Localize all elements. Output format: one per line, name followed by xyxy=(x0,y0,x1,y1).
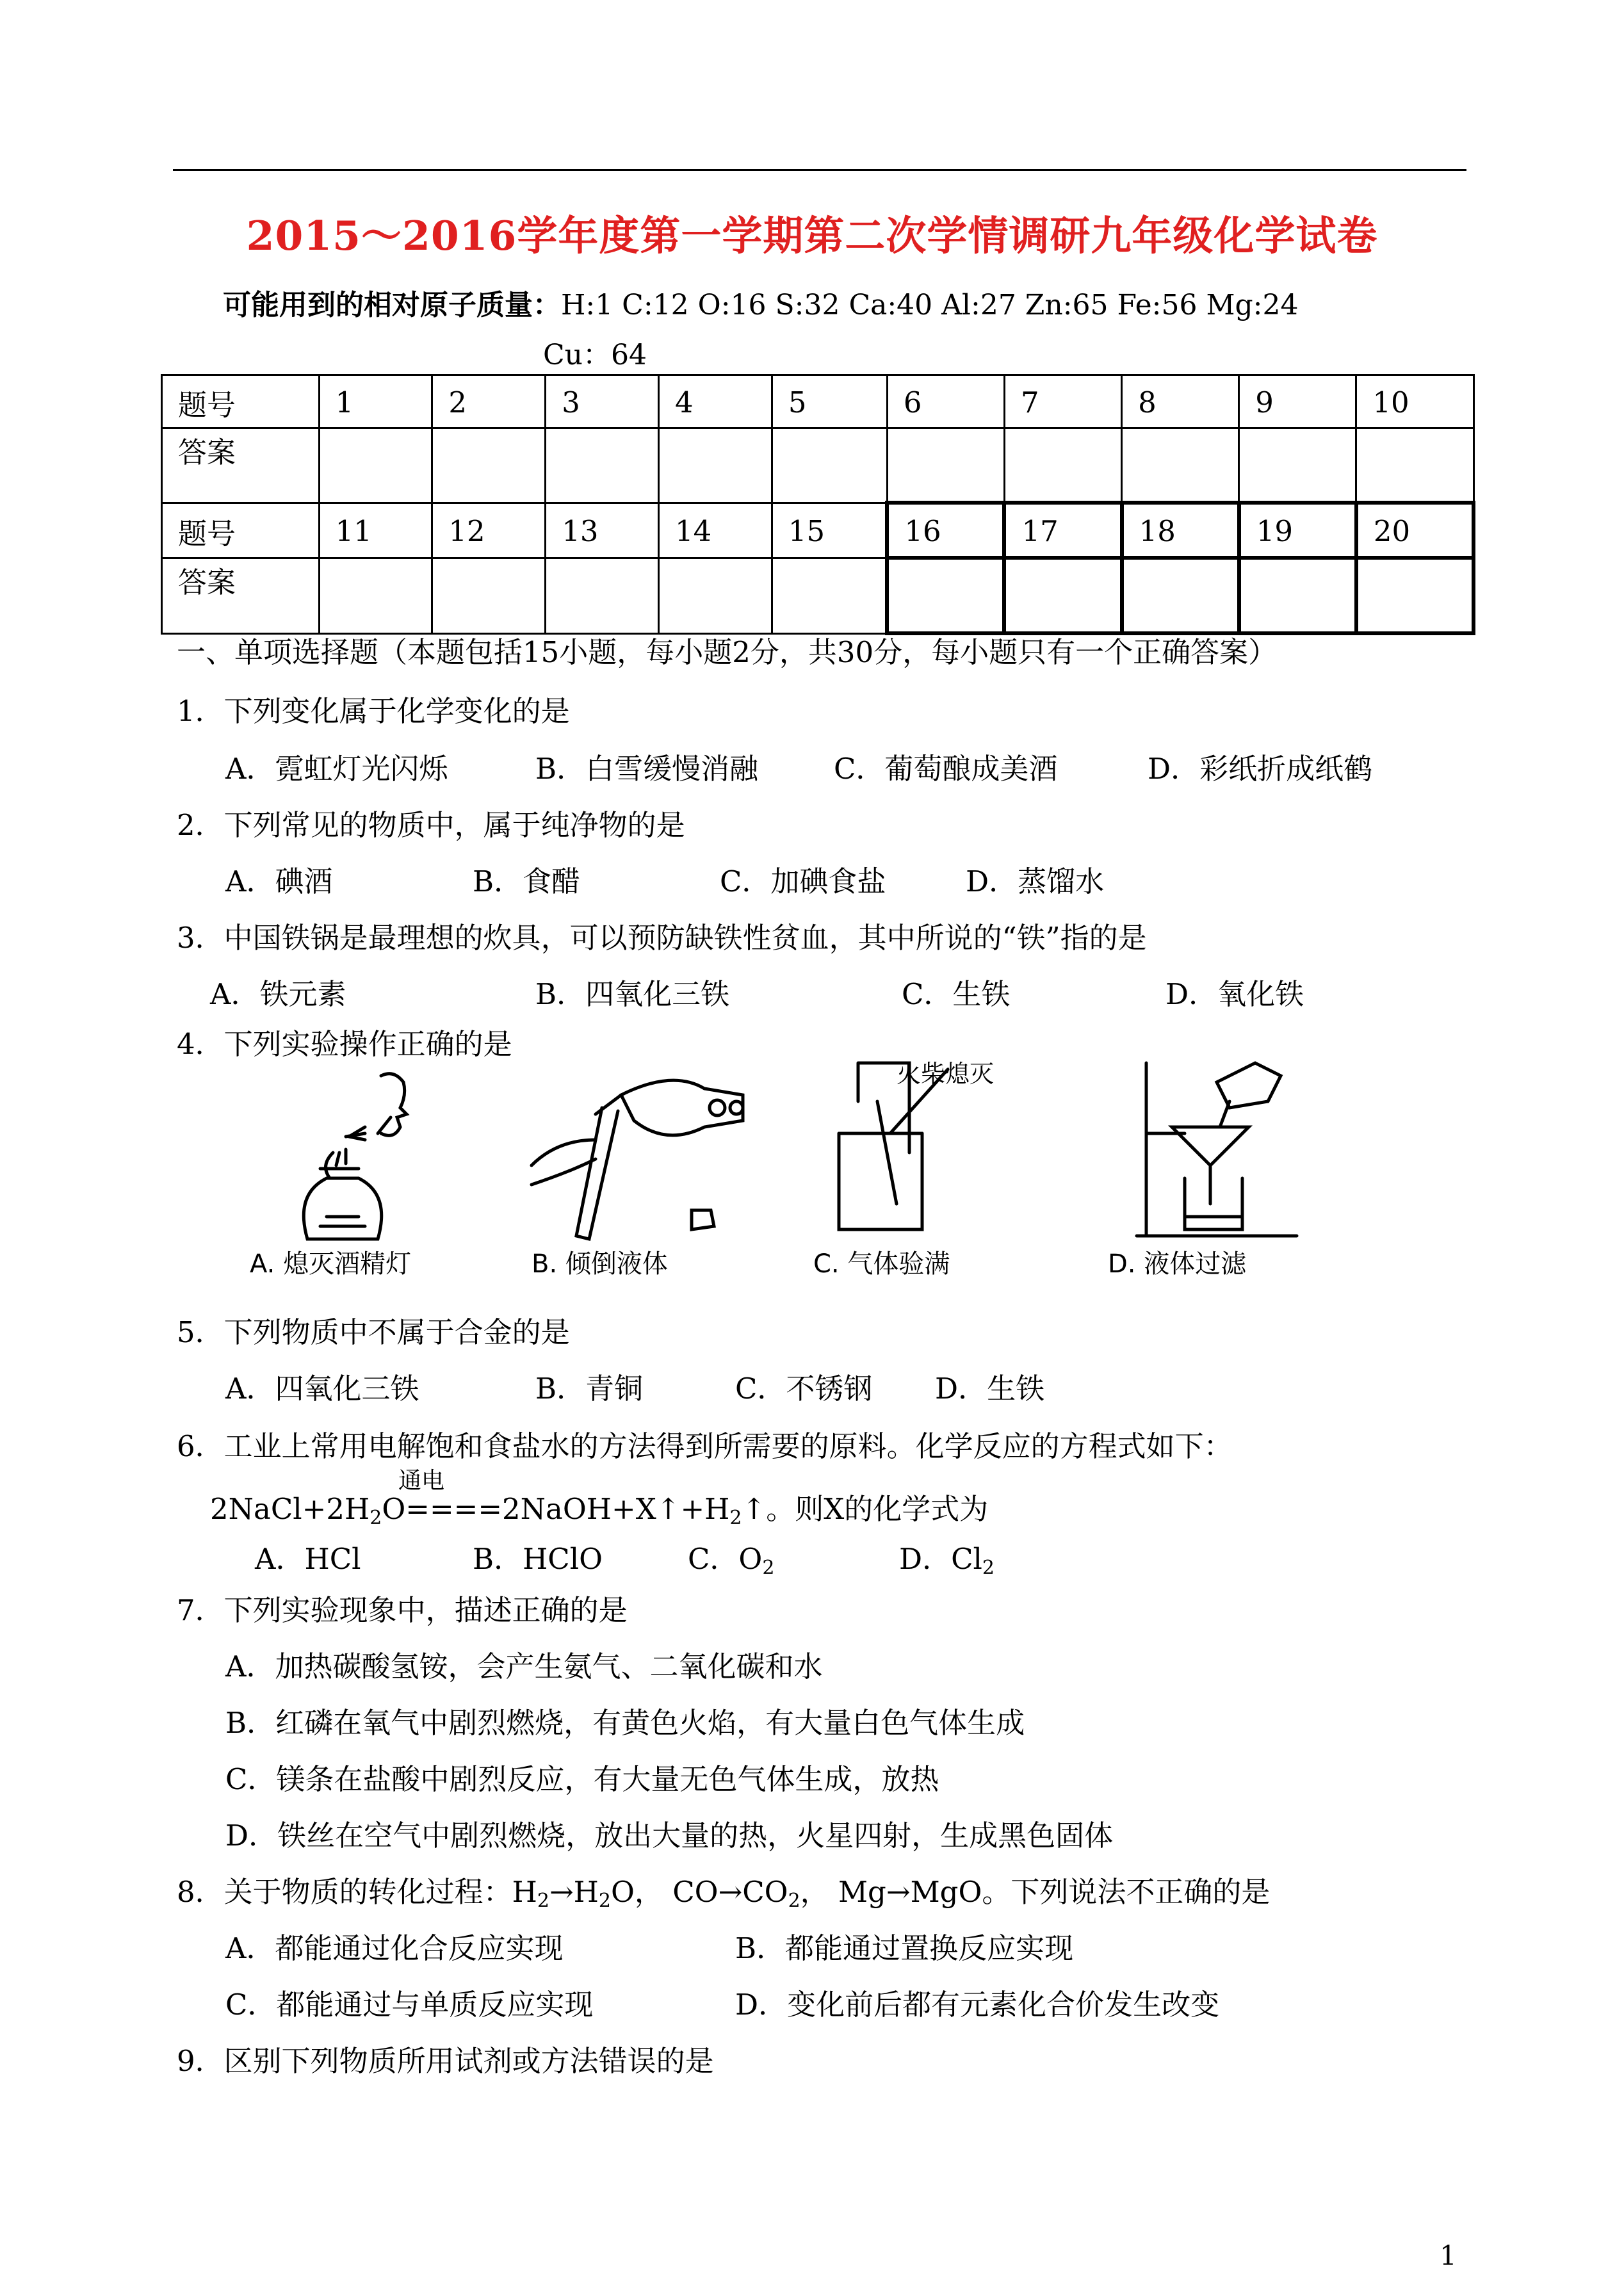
page-title: 2015～2016学年度第一学期第二次学情调研九年级化学试卷 xyxy=(246,212,1378,259)
question-1-option-a: A．霓虹灯光闪烁 xyxy=(225,752,448,786)
figure-d-filtration xyxy=(1108,1057,1345,1279)
question-8-option-a: A．都能通过化合反应实现 xyxy=(225,1931,564,1965)
question-6-equation: $2NaCl+2H_2O====2NaOH+X↑+H_2↑$。则X的化学式为 xyxy=(210,1492,989,1529)
answer-cell[interactable] xyxy=(887,428,1004,503)
figure-c-gas-test xyxy=(800,1057,1012,1279)
question-5-option-b: B．青铜 xyxy=(535,1372,644,1406)
question-number-cell: 15 xyxy=(772,503,887,558)
question-number-label: 题号 xyxy=(162,503,320,558)
q8-stem-part: ， Mg→MgO。下列说法不正确的是 xyxy=(800,1875,1271,1909)
atomic-masses-label: 可能用到的相对原子质量： xyxy=(223,289,561,321)
question-number-cell: 11 xyxy=(319,503,432,558)
question-number-cell: 3 xyxy=(546,375,659,428)
question-5-option-d: D．生铁 xyxy=(935,1372,1045,1406)
section-heading: 一、单项选择题（本题包括15小题，每小题2分，共30分，每小题只有一个正确答案） xyxy=(177,635,1278,669)
question-number-cell: 12 xyxy=(432,503,546,558)
question-1-option-c: C．葡萄酿成美酒 xyxy=(834,752,1058,786)
question-4-stem: 4．下列实验操作正确的是 xyxy=(177,1027,512,1061)
q8-stem-part: →H xyxy=(549,1875,599,1909)
figure-c-caption: C. 气体验满 xyxy=(813,1249,950,1279)
answer-cell[interactable] xyxy=(887,558,1004,633)
question-number-cell: 20 xyxy=(1356,503,1474,558)
question-5-option-c: C．不锈钢 xyxy=(735,1372,873,1406)
question-number-cell: 8 xyxy=(1122,375,1239,428)
question-number-cell: 6 xyxy=(887,375,1004,428)
q8-stem-part: O， CO→CO xyxy=(611,1875,788,1909)
atomic-masses xyxy=(223,282,1299,323)
question-number-cell: 9 xyxy=(1239,375,1356,428)
question-number-cell: 18 xyxy=(1122,503,1239,558)
figure-c-callout: 火柴熄灭 xyxy=(897,1060,995,1088)
question-number-cell: 4 xyxy=(659,375,772,428)
question-3-option-d: D．氧化铁 xyxy=(1165,977,1304,1011)
answer-cell[interactable] xyxy=(1239,558,1356,633)
question-5-option-a: A．四氧化三铁 xyxy=(225,1372,419,1406)
question-number-cell: 14 xyxy=(659,503,772,558)
question-6-option-d: D．$Cl_2$ xyxy=(899,1542,995,1579)
answer-cell[interactable] xyxy=(319,558,432,633)
question-number-cell: 5 xyxy=(772,375,887,428)
figure-a-caption: A. 熄灭酒精灯 xyxy=(250,1249,412,1279)
question-1-option-d: D．彩纸折成纸鹤 xyxy=(1148,752,1373,786)
atomic-masses-values: H:1 C:12 O:16 S:32 Ca:40 Al:27 Zn:65 Fe:56 Mg:24 xyxy=(561,289,1299,321)
question-5-stem: 5．下列物质中不属于合金的是 xyxy=(177,1315,570,1349)
answer-cell[interactable] xyxy=(1004,558,1121,633)
question-3-option-c: C．生铁 xyxy=(902,977,1011,1011)
answer-cell[interactable] xyxy=(432,428,546,503)
answer-cell[interactable] xyxy=(546,558,659,633)
question-8-option-d: D．变化前后都有元素化合价发生改变 xyxy=(735,1988,1220,2022)
answer-cell[interactable] xyxy=(1004,428,1121,503)
answer-cell[interactable] xyxy=(659,558,772,633)
lab-figures xyxy=(243,1057,1332,1293)
page-number: 1 xyxy=(1440,2240,1457,2271)
question-number-label: 题号 xyxy=(162,375,320,428)
question-number-cell: 13 xyxy=(546,503,659,558)
question-number-cell: 2 xyxy=(432,375,546,428)
question-6-option-b: B．HClO xyxy=(473,1542,603,1576)
figure-b-caption: B. 倾倒液体 xyxy=(532,1249,668,1279)
question-2-option-a: A．碘酒 xyxy=(225,864,333,898)
question-2-stem: 2．下列常见的物质中，属于纯净物的是 xyxy=(177,808,685,842)
question-8-option-c: C．都能通过与单质反应实现 xyxy=(225,1988,594,2022)
answer-table xyxy=(161,374,1475,635)
question-number-cell: 1 xyxy=(319,375,432,428)
question-3-option-b: B．四氧化三铁 xyxy=(535,977,730,1011)
question-number-cell: 19 xyxy=(1239,503,1356,558)
answer-cell[interactable] xyxy=(1239,428,1356,503)
question-number-cell: 10 xyxy=(1356,375,1474,428)
equation-middle: O====2NaOH+X↑+H xyxy=(382,1492,730,1526)
question-6-option-c: C．$O_2$ xyxy=(688,1542,775,1579)
equation-right: ↑。则X的化学式为 xyxy=(742,1492,989,1526)
question-number-cell: 7 xyxy=(1004,375,1121,428)
question-3-stem: 3．中国铁锅是最理想的炊具，可以预防缺铁性贫血，其中所说的“铁”指的是 xyxy=(177,921,1147,955)
answer-cell[interactable] xyxy=(1356,558,1474,633)
figure-b-pouring-liquid xyxy=(525,1057,736,1279)
question-number-cell: 17 xyxy=(1004,503,1121,558)
answer-label: 答案 xyxy=(162,558,320,633)
figure-a-alcohol-lamp xyxy=(250,1057,480,1279)
answer-cell[interactable] xyxy=(772,558,887,633)
question-6-stem: 6．工业上常用电解饱和食盐水的方法得到所需要的原料。化学反应的方程式如下： xyxy=(177,1429,1233,1463)
question-8-option-b: B．都能通过置换反应实现 xyxy=(735,1931,1074,1965)
question-2-option-d: D．蒸馏水 xyxy=(966,864,1105,898)
question-7-option-b: B．红磷在氧气中剧烈燃烧，有黄色火焰，有大量白色气体生成 xyxy=(225,1706,1025,1740)
question-7-option-c: C．镁条在盐酸中剧烈反应，有大量无色气体生成，放热 xyxy=(225,1762,939,1796)
option-d-text: D．Cl xyxy=(899,1542,982,1576)
question-number-cell: 16 xyxy=(887,503,1004,558)
question-6-condition: 通电 xyxy=(398,1468,445,1494)
answer-cell[interactable] xyxy=(1122,558,1239,633)
figure-d-caption: D. 液体过滤 xyxy=(1108,1249,1247,1279)
header-rule xyxy=(173,169,1466,171)
equation-left: 2NaCl+2H xyxy=(210,1492,370,1526)
question-2-option-b: B．食醋 xyxy=(473,864,581,898)
q8-stem-part: 8．关于物质的转化过程：H xyxy=(177,1875,537,1909)
question-1-option-b: B．白雪缓慢消融 xyxy=(535,752,759,786)
answer-cell[interactable] xyxy=(432,558,546,633)
answer-cell[interactable] xyxy=(659,428,772,503)
atomic-masses-extra: Cu：64 xyxy=(543,339,647,371)
answer-cell[interactable] xyxy=(1122,428,1239,503)
answer-cell[interactable] xyxy=(546,428,659,503)
question-7-stem: 7．下列实验现象中，描述正确的是 xyxy=(177,1593,628,1627)
question-6-option-a: A．HCl xyxy=(255,1542,361,1576)
question-3-option-a: A．铁元素 xyxy=(210,977,346,1011)
answer-cell[interactable] xyxy=(319,428,432,503)
question-2-option-c: C．加碘食盐 xyxy=(720,864,886,898)
answer-label: 答案 xyxy=(162,428,320,503)
question-1-stem: 1．下列变化属于化学变化的是 xyxy=(177,694,570,728)
answer-cell[interactable] xyxy=(1356,428,1474,503)
question-8-stem: 8．关于物质的转化过程：$H_2\to H_2O$， $CO\to CO_2$， Mg→MgO。下列说法不正确的是 xyxy=(177,1875,1271,1912)
question-7-option-d: D．铁丝在空气中剧烈燃烧，放出大量的热，火星四射，生成黑色固体 xyxy=(225,1819,1114,1853)
question-7-option-a: A．加热碳酸氢铵，会产生氨气、二氧化碳和水 xyxy=(225,1650,823,1683)
answer-cell[interactable] xyxy=(772,428,887,503)
option-c-text: C．O xyxy=(688,1542,763,1576)
question-9-stem: 9．区别下列物质所用试剂或方法错误的是 xyxy=(177,2044,714,2078)
